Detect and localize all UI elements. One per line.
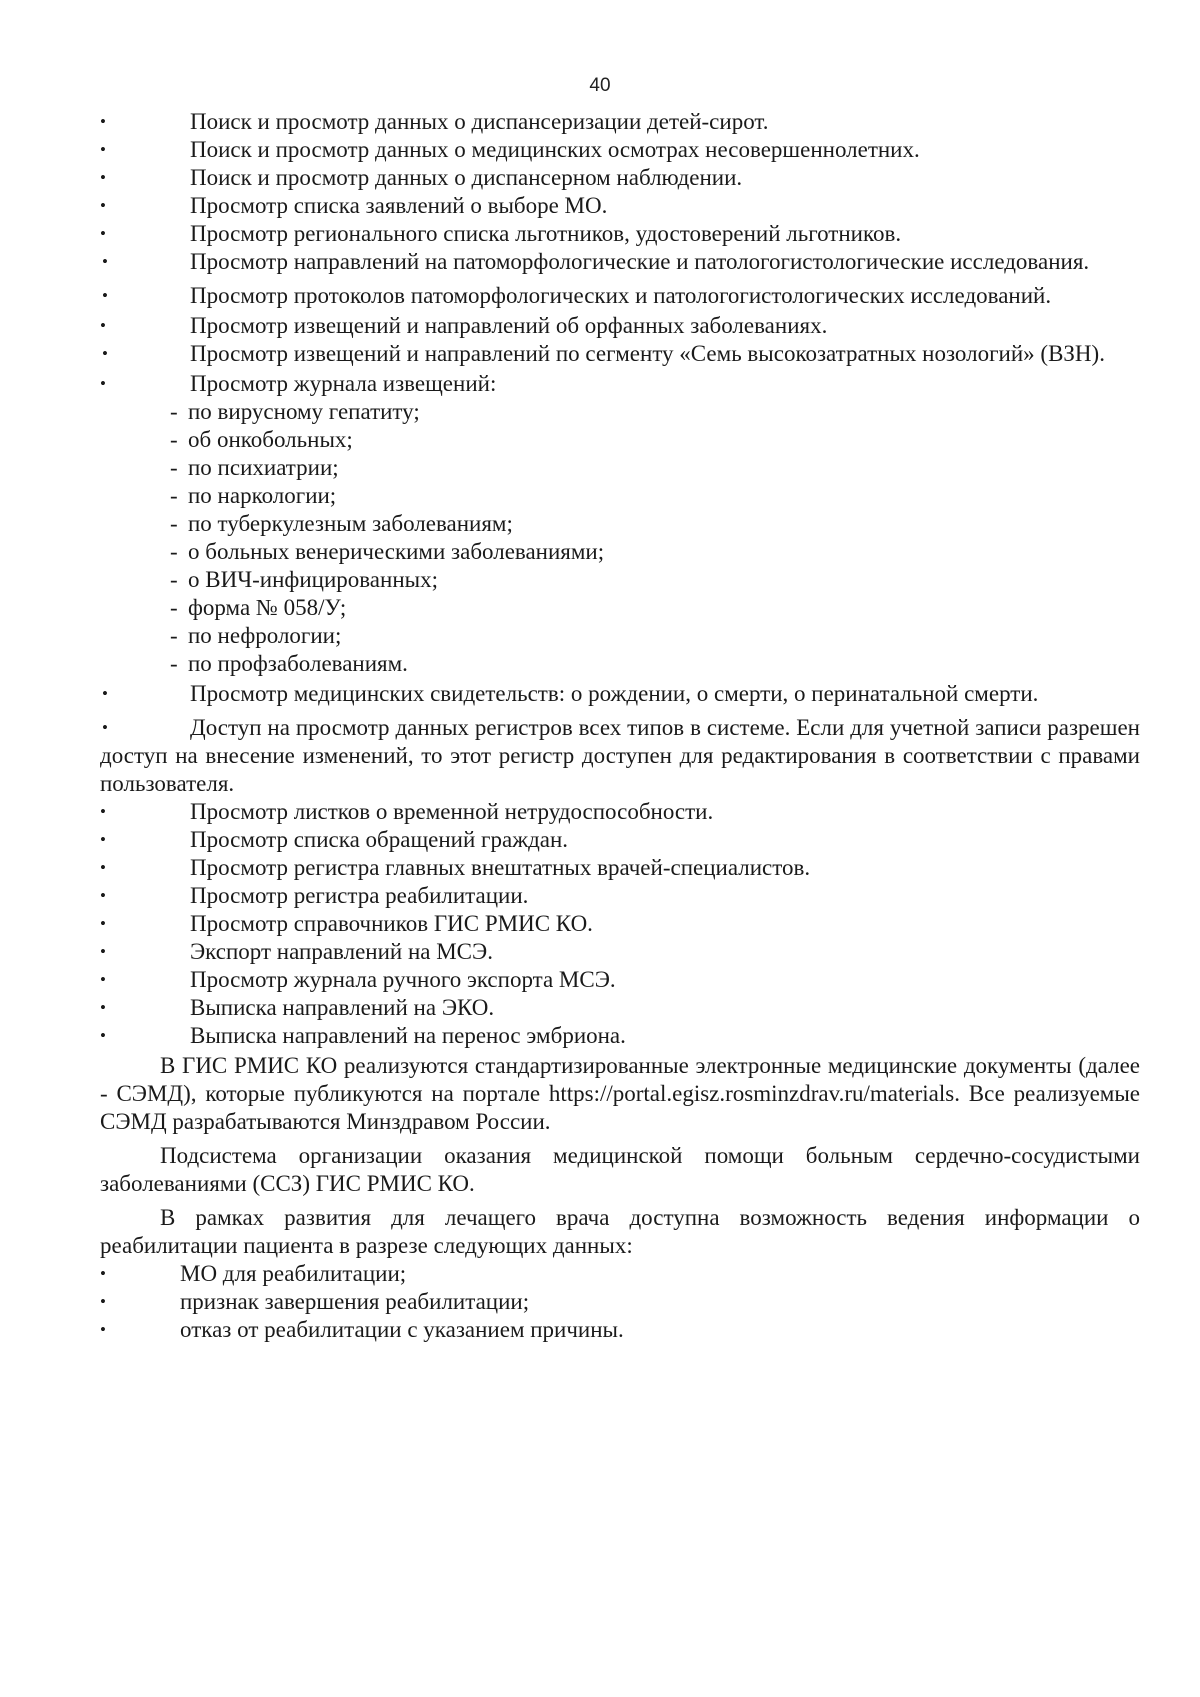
dash-icon: - xyxy=(170,567,178,592)
bullet-icon: • xyxy=(102,344,108,363)
bullet-icon: • xyxy=(100,942,106,961)
sublist-item: - форма № 058/У; xyxy=(170,595,347,620)
paragraph-semd: В ГИС РМИС КО реализуются стандартизированные электронные медицинские документы (далее - СЭМД), которые публикуются на портале https://portal.egisz.rosminzdrav.ru/materials. Все реализуемые СЭМД разрабатываются Минздравом России. xyxy=(100,1053,1140,1134)
list-item: • МО для реабилитации; xyxy=(100,1261,407,1286)
dash-icon: - xyxy=(170,511,178,536)
bullet-icon: • xyxy=(102,718,108,737)
dash-icon: - xyxy=(170,651,178,676)
list-item: • Просмотр медицинских свидетельств: о рождении, о смерти, о перинатальной смерти. xyxy=(102,681,1039,706)
bullet-icon: • xyxy=(100,886,106,905)
dash-icon: - xyxy=(170,399,178,424)
page-content xyxy=(100,108,1140,1344)
list-item: • Просмотр извещений и направлений по сегменту «Семь высокозатратных нозологий» (ВЗН). xyxy=(102,341,1105,366)
list-item: • Просмотр протоколов патоморфологических и патологогистологических исследований. xyxy=(102,283,1052,308)
bullet-icon: • xyxy=(100,1320,106,1339)
bullet-icon: • xyxy=(100,196,106,215)
bullet-icon: • xyxy=(100,1026,106,1045)
bullet-icon: • xyxy=(100,168,106,187)
page-number: 40 xyxy=(589,75,611,96)
bullet-icon: • xyxy=(100,1264,106,1283)
paragraph-rehab: В рамках развития для лечащего врача доступна возможность ведения информации о реабилитации пациента в разрезе следующих данных: xyxy=(100,1205,1140,1258)
bullet-icon: • xyxy=(100,374,106,393)
sublist-item: - по вирусному гепатиту; xyxy=(170,399,420,424)
list-item: • Просмотр справочников ГИС РМИС КО. xyxy=(100,911,593,936)
list-item: • Выписка направлений на ЭКО. xyxy=(100,995,495,1020)
dash-icon: - xyxy=(170,455,178,480)
bullet-icon: • xyxy=(100,112,106,131)
bullet-icon: • xyxy=(100,802,106,821)
list-item: • Просмотр направлений на патоморфологические и патологогистологические исследования. xyxy=(102,249,1090,274)
journal-sublist xyxy=(100,398,1140,678)
list-item: • Поиск и просмотр данных о медицинских осмотрах несовершеннолетних. xyxy=(100,137,920,162)
dash-icon: - xyxy=(170,483,178,508)
dash-icon: - xyxy=(170,595,178,620)
list-item: • признак завершения реабилитации; xyxy=(100,1289,530,1314)
dash-icon: - xyxy=(170,427,178,452)
list-item: • Доступ на просмотр данных регистров всех типов в системе. Если для учетной записи разрешен доступ на внесение изменений, то этот регистр доступен для редактирования в соответствии с правами пользователя. xyxy=(100,715,1140,796)
list-item: • Просмотр списка заявлений о выборе МО. xyxy=(100,193,608,218)
bullet-icon: • xyxy=(100,140,106,159)
list-item: • Просмотр списка обращений граждан. xyxy=(100,827,569,852)
sublist-item: - по наркологии; xyxy=(170,483,337,508)
list-item: • Поиск и просмотр данных о диспансерном наблюдении. xyxy=(100,165,743,190)
list-item: • Просмотр журнала ручного экспорта МСЭ. xyxy=(100,967,616,992)
bullet-icon: • xyxy=(100,998,106,1017)
list-item: • Поиск и просмотр данных о диспансеризации детей-сирот. xyxy=(100,109,769,134)
sublist-item: - по туберкулезным заболеваниям; xyxy=(170,511,513,536)
list-item: • Просмотр регионального списка льготников, удостоверений льготников. xyxy=(100,221,902,246)
bullet-icon: • xyxy=(100,858,106,877)
bullet-icon: • xyxy=(100,830,106,849)
list-item: • Просмотр регистра реабилитации. xyxy=(100,883,529,908)
sublist-item: - об онкобольных; xyxy=(170,427,353,452)
list-item: • Просмотр регистра главных внештатных врачей-специалистов. xyxy=(100,855,811,880)
list-item: • Экспорт направлений на МСЭ. xyxy=(100,939,493,964)
bullet-icon: • xyxy=(102,684,108,703)
bullet-icon: • xyxy=(100,970,106,989)
list-item: • Просмотр журнала извещений: xyxy=(100,371,497,396)
sublist-item: - о ВИЧ-инфицированных; xyxy=(170,567,438,592)
bullet-icon: • xyxy=(100,316,106,335)
sublist-item: - по профзаболеваниям. xyxy=(170,651,408,676)
bullet-icon: • xyxy=(100,1292,106,1311)
bullet-icon: • xyxy=(100,914,106,933)
list-item: • Просмотр листков о временной нетрудоспособности. xyxy=(100,799,714,824)
paragraph-ssz: Подсистема организации оказания медицинской помощи больным сердечно-сосудистыми заболеваниями (ССЗ) ГИС РМИС КО. xyxy=(100,1143,1140,1196)
dash-icon: - xyxy=(170,623,178,648)
sublist-item: - по нефрологии; xyxy=(170,623,342,648)
list-item: • отказ от реабилитации с указанием причины. xyxy=(100,1317,624,1342)
rehab-list xyxy=(100,1260,1140,1344)
bullet-icon: • xyxy=(100,224,106,243)
bullet-icon: • xyxy=(102,252,108,271)
list-item: • Выписка направлений на перенос эмбриона. xyxy=(100,1023,626,1048)
dash-icon: - xyxy=(170,539,178,564)
sublist-item: - по психиатрии; xyxy=(170,455,339,480)
list-item: • Просмотр извещений и направлений об орфанных заболеваниях. xyxy=(100,313,828,338)
sublist-item: - о больных венерическими заболеваниями; xyxy=(170,539,605,564)
bullet-icon: • xyxy=(102,286,108,305)
